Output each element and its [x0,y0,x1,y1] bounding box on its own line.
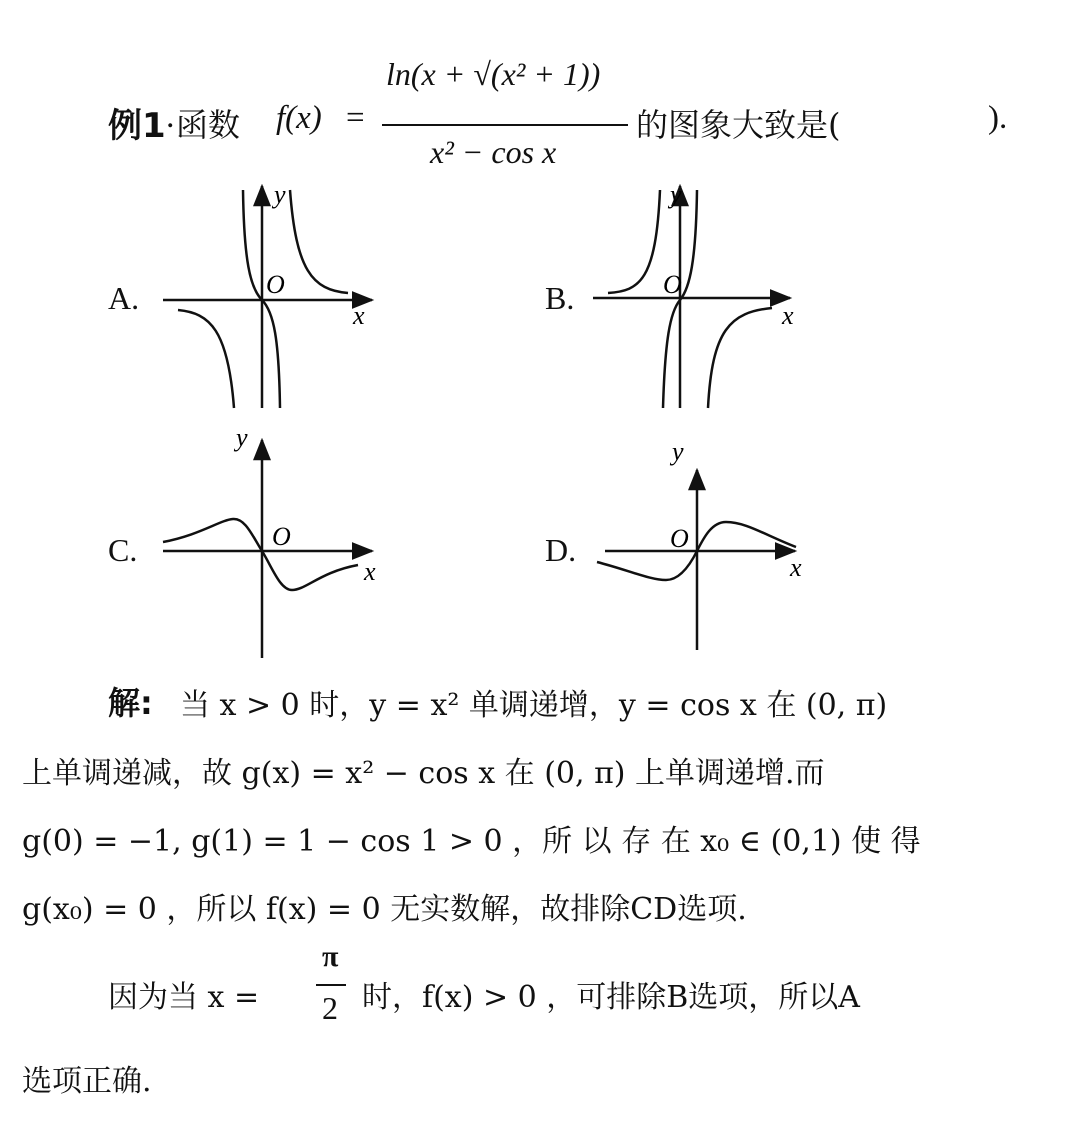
graph-d-origin-label: O [670,524,689,553]
fraction-numerator: ln(x + √(x² + 1)) [386,56,601,92]
question-dot: . [166,98,175,135]
solution-line-5-start: 因为当 x = [108,980,260,1015]
solution-line-5-end: 时，f(x) > 0 ，可排除B选项，所以A [362,980,860,1015]
graph-a [163,180,372,408]
half-pi-denominator: 2 [322,990,338,1026]
graph-a-curve-right [290,190,348,293]
graph-d-y-label: y [672,437,684,466]
question-close-paren: ). [988,100,1008,136]
graph-c-curve [163,519,358,590]
solution-line-4: g(x₀) = 0 ，所以 f(x) = 0 无实数解，故排除CD选项. [22,892,747,927]
solution-line-6: 选项正确. [22,1064,152,1099]
graph-b-origin-label: O [663,270,682,299]
question-text-after: 的图象大致是( [636,106,841,144]
half-pi-numerator: π [322,940,339,973]
solution-heading: 解: [108,684,153,722]
graph-b-curve-left [608,190,660,293]
question-label: 例1 [108,106,166,146]
graph-c-x-label: x [364,557,376,586]
question-text-before: 函数 [176,106,241,144]
option-d-label: D. [545,532,577,568]
half-pi-bar [316,984,346,986]
option-c-label: C. [108,532,138,568]
graph-b-curve-right [708,308,772,408]
graph-d [597,437,802,650]
graph-a-x-label: x [353,301,365,330]
graph-d-x-label: x [790,553,802,582]
solution-line-3: g(0) = −1, g(1) = 1 − cos 1 > 0 ，所 以 存 在 x₀ ∈ (0,1) 使 得 [22,824,921,859]
graph-b-y-label: y [670,180,682,209]
question-function: f(x) [276,100,322,136]
graph-a-y-label: y [274,180,286,209]
graph-c-y-label: y [236,423,248,452]
graph-a-origin-label: O [266,270,285,299]
graph-c [163,423,376,658]
solution-line-1: 当 x > 0 时，y = x² 单调递增，y = cos x 在 (0, π) [180,688,888,723]
graph-a-curve-left [178,310,234,408]
solution-line-2: 上单调递减，故 g(x) = x² − cos x 在 (0, π) 上单调递增.而 [22,756,825,791]
graph-c-origin-label: O [272,522,291,551]
graph-b [593,180,794,408]
question-equals: = [346,100,365,136]
option-b-label: B. [545,280,575,316]
option-a-label: A. [108,280,140,316]
graph-b-x-label: x [782,301,794,330]
fraction-denominator: x² − cos x [430,134,557,170]
